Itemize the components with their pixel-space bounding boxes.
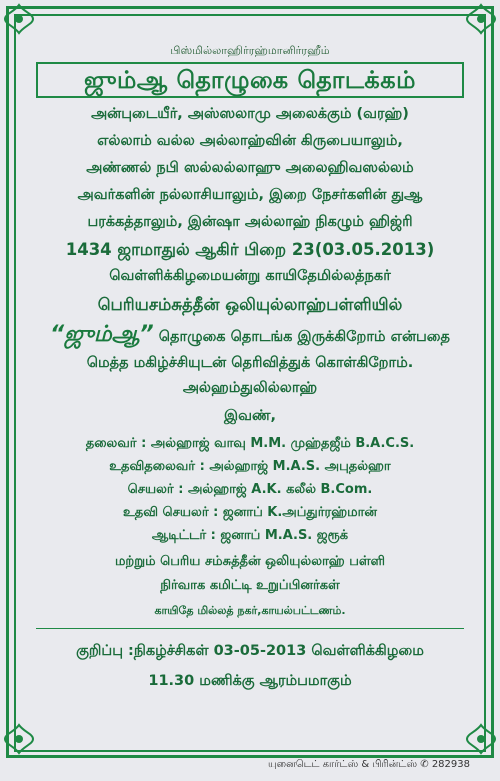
bismillah-text: பிஸ்மில்லாஹிர்ரஹ்மானிர்ரஹீம் (170, 44, 330, 57)
note-line: குறிப்பு :நிகழ்ச்சிகள் 03-05-2013 வெள்ளிக்கிழமை (76, 643, 424, 659)
printer-credit: யுனைடெட் கார்ட்ஸ் & பிரின்ட்ஸ் ✆ 282938 (268, 759, 470, 770)
corner-ornament-icon (2, 2, 36, 36)
body-line: பரக்கத்தாலும், இன்ஷா அல்லாஹ் நிகழும் ஹிஜ்ரி (87, 214, 413, 230)
committee-line: மற்றும் பெரிய சம்சுத்தீன் ஒலியுல்லாஹ் பள்ளி (114, 554, 386, 569)
signatory-row: தலைவர் : அல்ஹாஜ் வாவு M.M. முஹ்தஜீம் B.A.C.S. (85, 436, 415, 451)
jumua-word: “ஜும்ஆ” (50, 322, 154, 347)
signatory-row: உதவிதலைவர் : அல்ஹாஜ் M.A.S. அபுதல்ஹா (109, 459, 391, 474)
date-line: 1434 ஜாமாதுல் ஆகிர் பிறை 23(03.05.2013) (65, 240, 435, 259)
greeting-line: அன்புடையீர், அஸ்ஸலாமு அலைக்கும் (வரஹ்) (91, 106, 409, 122)
divider (36, 628, 464, 629)
signatory-row: உதவி செயலர் : ஜனாப் K.அப்துர்ரஹ்மான் (122, 505, 378, 520)
body-line: எல்லாம் வல்ல அல்லாஹ்வின் கிருபையாலும், (97, 133, 403, 149)
committee-line: நிர்வாக கமிட்டி உறுப்பினர்கள் (160, 578, 340, 593)
signatory-row: ஆடிட்டர் : ஜனாப் M.A.S. ஜரூக் (151, 528, 349, 543)
place-line: காயிதே மில்லத் நகர்,காயல்பட்டணம். (154, 604, 346, 617)
body-line: அவர்களின் நல்லாசியாலும், இறை நேசர்களின் துஆ (77, 187, 423, 203)
corner-ornament-icon (2, 722, 36, 756)
jumua-line (0, 322, 500, 350)
mosque-line: பெரியசம்சுத்தீன் ஒலியுல்லாஹ்பள்ளியில் (97, 295, 403, 314)
signatory-row: செயலர் : அல்ஹாஜ் A.K. கலீல் B.Com. (127, 482, 373, 497)
note-line: 11.30 மணிக்கு ஆரம்பமாகும் (148, 673, 352, 689)
page-title: ஜும்ஆ தொழுகை தொடக்கம் (84, 66, 416, 94)
corner-ornament-icon (464, 722, 498, 756)
alhamd-line: அல்ஹம்துலில்லாஹ் (182, 380, 318, 396)
corner-ornament-icon (464, 2, 498, 36)
joy-line: மெத்த மகிழ்ச்சியுடன் தெரிவித்துக் கொள்கிறோம். (86, 355, 414, 371)
ivan-label: இவண், (224, 408, 276, 424)
body-line: அண்ணல் நபி ஸல்லல்லாஹு அலைஹிவஸல்லம் (86, 160, 414, 176)
jumua-rest: தொழுகை தொடங்க இருக்கிறோம் என்பதை (158, 329, 450, 345)
body-line: வெள்ளிக்கிழமையன்று காயிதேமில்லத்நகர் (109, 268, 391, 284)
